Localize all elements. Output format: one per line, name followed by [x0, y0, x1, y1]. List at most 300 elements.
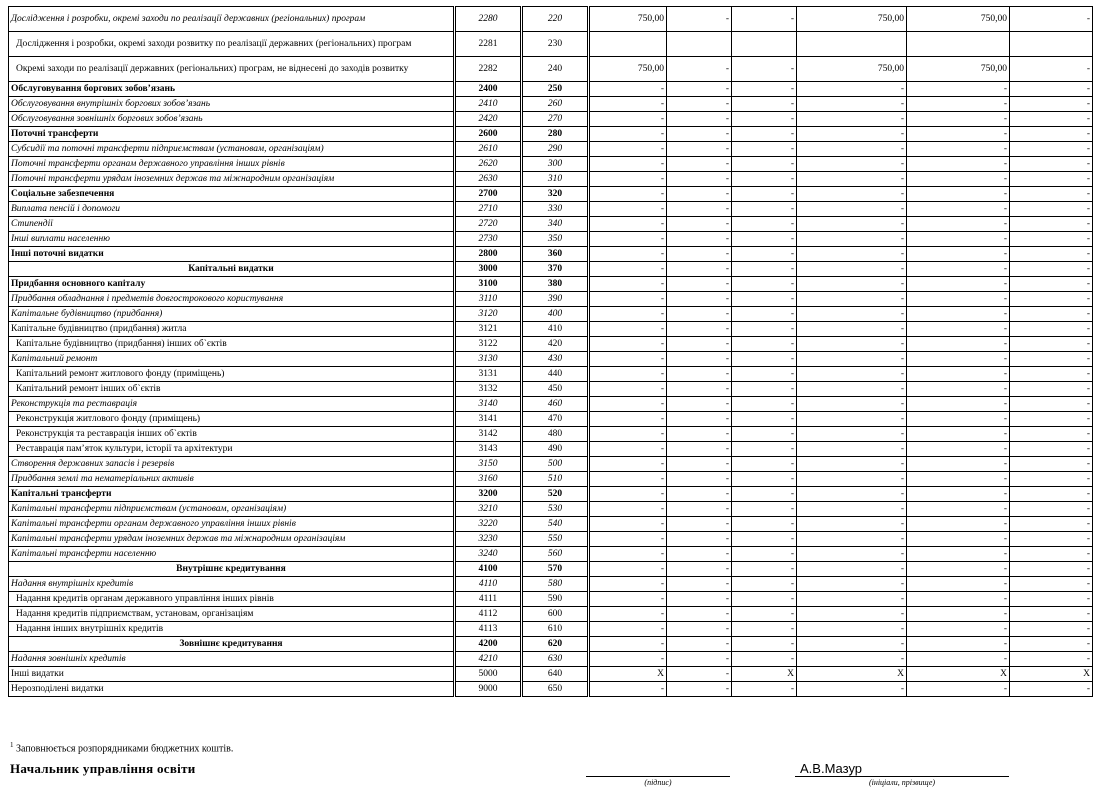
cell-value-4: - — [797, 262, 907, 277]
cell-value-3: - — [732, 322, 797, 337]
name-line — [795, 776, 1009, 777]
row-number: 540 — [522, 517, 589, 532]
row-code: 3150 — [455, 457, 522, 472]
cell-value-6: - — [1010, 247, 1093, 262]
table-row — [9, 32, 1093, 57]
cell-value-1: - — [589, 682, 667, 697]
cell-value-5: - — [907, 187, 1010, 202]
cell-value-3: X — [732, 667, 797, 682]
cell-value-4: - — [797, 562, 907, 577]
row-number: 610 — [522, 622, 589, 637]
cell-value-2: - — [667, 487, 732, 502]
cell-value-2: - — [667, 517, 732, 532]
row-label: Субсидії та поточні трансферти підприємствам (установам, організаціям) — [9, 142, 455, 157]
cell-value-5 — [907, 32, 1010, 57]
cell-value-2: - — [667, 622, 732, 637]
row-code: 4110 — [455, 577, 522, 592]
cell-value-3: - — [732, 57, 797, 82]
table-row — [9, 142, 1093, 157]
cell-value-2: - — [667, 577, 732, 592]
cell-value-2: - — [667, 97, 732, 112]
cell-value-5: - — [907, 472, 1010, 487]
cell-value-5: - — [907, 142, 1010, 157]
cell-value-4: 750,00 — [797, 7, 907, 32]
cell-value-1: - — [589, 367, 667, 382]
cell-value-6: - — [1010, 397, 1093, 412]
table-row — [9, 442, 1093, 457]
row-label: Капітальні трансферти органам державного управління інших рівнів — [9, 517, 455, 532]
cell-value-2: - — [667, 607, 732, 622]
cell-value-6: - — [1010, 262, 1093, 277]
row-number: 370 — [522, 262, 589, 277]
row-number: 560 — [522, 547, 589, 562]
cell-value-1: - — [589, 262, 667, 277]
cell-value-5: - — [907, 217, 1010, 232]
cell-value-4: - — [797, 187, 907, 202]
cell-value-4: - — [797, 472, 907, 487]
row-label: Інші виплати населенню — [9, 232, 455, 247]
cell-value-2: - — [667, 232, 732, 247]
cell-value-3: - — [732, 202, 797, 217]
cell-value-4: - — [797, 382, 907, 397]
row-code: 2610 — [455, 142, 522, 157]
cell-value-5: - — [907, 232, 1010, 247]
cell-value-4: - — [797, 142, 907, 157]
cell-value-4: - — [797, 547, 907, 562]
table-row — [9, 367, 1093, 382]
row-number: 400 — [522, 307, 589, 322]
row-number: 240 — [522, 57, 589, 82]
row-number: 600 — [522, 607, 589, 622]
cell-value-6: - — [1010, 502, 1093, 517]
row-code: 2730 — [455, 232, 522, 247]
cell-value-4: - — [797, 427, 907, 442]
row-code: 3120 — [455, 307, 522, 322]
cell-value-1: - — [589, 172, 667, 187]
table-row — [9, 57, 1093, 82]
cell-value-3: - — [732, 682, 797, 697]
row-code: 3110 — [455, 292, 522, 307]
cell-value-4: - — [797, 247, 907, 262]
cell-value-5: - — [907, 517, 1010, 532]
cell-value-2: - — [667, 172, 732, 187]
cell-value-5: - — [907, 562, 1010, 577]
cell-value-6: - — [1010, 7, 1093, 32]
row-number: 390 — [522, 292, 589, 307]
row-number: 300 — [522, 157, 589, 172]
cell-value-5: - — [907, 262, 1010, 277]
table-row — [9, 217, 1093, 232]
cell-value-2: - — [667, 592, 732, 607]
cell-value-1: - — [589, 502, 667, 517]
cell-value-6: X — [1010, 667, 1093, 682]
table-row — [9, 637, 1093, 652]
row-label: Капітальне будівництво (придбання) житла — [9, 322, 455, 337]
cell-value-3: - — [732, 487, 797, 502]
row-code: 2410 — [455, 97, 522, 112]
cell-value-6: - — [1010, 427, 1093, 442]
cell-value-3: - — [732, 7, 797, 32]
table-row — [9, 82, 1093, 97]
cell-value-1: - — [589, 562, 667, 577]
cell-value-4: - — [797, 292, 907, 307]
row-label: Надання внутрішніх кредитів — [9, 577, 455, 592]
row-number: 350 — [522, 232, 589, 247]
table-row — [9, 382, 1093, 397]
cell-value-4: - — [797, 172, 907, 187]
row-number: 290 — [522, 142, 589, 157]
cell-value-4: - — [797, 607, 907, 622]
row-number: 450 — [522, 382, 589, 397]
row-number: 550 — [522, 532, 589, 547]
cell-value-3: - — [732, 337, 797, 352]
row-code: 2700 — [455, 187, 522, 202]
cell-value-4: - — [797, 412, 907, 427]
row-code: 3160 — [455, 472, 522, 487]
cell-value-5: - — [907, 397, 1010, 412]
cell-value-6: - — [1010, 382, 1093, 397]
row-code: 3142 — [455, 427, 522, 442]
row-label: Дослідження і розробки, окремі заходи по реалізації державних (регіональних) програм — [9, 7, 455, 32]
cell-value-1: - — [589, 307, 667, 322]
table-row — [9, 457, 1093, 472]
row-number: 230 — [522, 32, 589, 57]
cell-value-4: - — [797, 652, 907, 667]
cell-value-1: - — [589, 472, 667, 487]
cell-value-6: - — [1010, 517, 1093, 532]
cell-value-1: - — [589, 427, 667, 442]
row-label: Дослідження і розробки, окремі заходи розвитку по реалізації державних (регіональних) програм — [9, 32, 455, 57]
cell-value-2: - — [667, 457, 732, 472]
cell-value-2: - — [667, 57, 732, 82]
row-label: Надання кредитів підприємствам, установам, організаціям — [9, 607, 455, 622]
row-label: Капітальні видатки — [9, 262, 455, 277]
cell-value-5: - — [907, 97, 1010, 112]
cell-value-1: - — [589, 637, 667, 652]
row-label: Капітальний ремонт — [9, 352, 455, 367]
cell-value-6: - — [1010, 562, 1093, 577]
cell-value-6: - — [1010, 337, 1093, 352]
cell-value-2: - — [667, 547, 732, 562]
row-label: Придбання основного капіталу — [9, 277, 455, 292]
cell-value-3: - — [732, 562, 797, 577]
row-label: Реконструкція та реставрація інших об`єктів — [9, 427, 455, 442]
cell-value-5: - — [907, 277, 1010, 292]
row-label: Інші видатки — [9, 667, 455, 682]
cell-value-5: - — [907, 682, 1010, 697]
cell-value-4: - — [797, 322, 907, 337]
cell-value-2: - — [667, 277, 732, 292]
table-row — [9, 262, 1093, 277]
cell-value-6: - — [1010, 412, 1093, 427]
cell-value-2: - — [667, 322, 732, 337]
row-code: 4100 — [455, 562, 522, 577]
cell-value-3: - — [732, 142, 797, 157]
row-label: Капітальний ремонт інших об`єктів — [9, 382, 455, 397]
cell-value-1: - — [589, 487, 667, 502]
cell-value-5: - — [907, 442, 1010, 457]
cell-value-2: - — [667, 532, 732, 547]
row-number: 340 — [522, 217, 589, 232]
signatory-name: А.В.Мазур — [800, 761, 863, 776]
cell-value-6: - — [1010, 187, 1093, 202]
cell-value-1: 750,00 — [589, 7, 667, 32]
cell-value-6: - — [1010, 472, 1093, 487]
cell-value-5: - — [907, 172, 1010, 187]
row-label: Придбання обладнання і предметів довгострокового користування — [9, 292, 455, 307]
table-row — [9, 232, 1093, 247]
footnote-marker: 1 — [10, 741, 14, 749]
cell-value-6: - — [1010, 172, 1093, 187]
row-label: Створення державних запасів і резервів — [9, 457, 455, 472]
cell-value-1: X — [589, 667, 667, 682]
row-code: 3141 — [455, 412, 522, 427]
cell-value-3: - — [732, 307, 797, 322]
table-row — [9, 562, 1093, 577]
cell-value-3: - — [732, 397, 797, 412]
cell-value-6: - — [1010, 217, 1093, 232]
row-code: 2620 — [455, 157, 522, 172]
cell-value-2: - — [667, 382, 732, 397]
row-code: 9000 — [455, 682, 522, 697]
table-row — [9, 532, 1093, 547]
row-label: Капітальні трансферти — [9, 487, 455, 502]
row-label: Виплата пенсій і допомоги — [9, 202, 455, 217]
cell-value-3: - — [732, 412, 797, 427]
cell-value-4: - — [797, 157, 907, 172]
expenditure-table — [8, 6, 1093, 697]
cell-value-1: - — [589, 382, 667, 397]
row-code: 2282 — [455, 57, 522, 82]
cell-value-6: - — [1010, 682, 1093, 697]
cell-value-1: - — [589, 187, 667, 202]
cell-value-1: 750,00 — [589, 57, 667, 82]
cell-value-2: - — [667, 262, 732, 277]
cell-value-1: - — [589, 547, 667, 562]
cell-value-3: - — [732, 442, 797, 457]
table-row — [9, 412, 1093, 427]
row-code: 4113 — [455, 622, 522, 637]
cell-value-6 — [1010, 32, 1093, 57]
row-label: Капітальний ремонт житлового фонду (приміщень) — [9, 367, 455, 382]
cell-value-2: - — [667, 667, 732, 682]
table-row — [9, 547, 1093, 562]
table-row — [9, 472, 1093, 487]
cell-value-3: - — [732, 532, 797, 547]
row-number: 320 — [522, 187, 589, 202]
row-number: 590 — [522, 592, 589, 607]
cell-value-6: - — [1010, 637, 1093, 652]
cell-value-6: - — [1010, 622, 1093, 637]
cell-value-3: - — [732, 157, 797, 172]
cell-value-2 — [667, 32, 732, 57]
cell-value-2: - — [667, 502, 732, 517]
cell-value-4: - — [797, 487, 907, 502]
cell-value-5: - — [907, 292, 1010, 307]
cell-value-1: - — [589, 202, 667, 217]
cell-value-5: - — [907, 202, 1010, 217]
row-label: Інші поточні видатки — [9, 247, 455, 262]
table-row — [9, 292, 1093, 307]
row-label: Внутрішнє кредитування — [9, 562, 455, 577]
table-row — [9, 202, 1093, 217]
cell-value-2: - — [667, 652, 732, 667]
cell-value-1: - — [589, 592, 667, 607]
row-code: 3132 — [455, 382, 522, 397]
row-code: 3122 — [455, 337, 522, 352]
cell-value-3: - — [732, 217, 797, 232]
row-label: Реконструкція житлового фонду (приміщень) — [9, 412, 455, 427]
cell-value-4: - — [797, 232, 907, 247]
cell-value-5: - — [907, 622, 1010, 637]
cell-value-5: - — [907, 322, 1010, 337]
signatory-title: Начальник управління освіти — [10, 761, 196, 776]
row-number: 630 — [522, 652, 589, 667]
cell-value-5: - — [907, 367, 1010, 382]
cell-value-4: - — [797, 307, 907, 322]
table-row — [9, 187, 1093, 202]
row-label: Нерозподілені видатки — [9, 682, 455, 697]
cell-value-1: - — [589, 292, 667, 307]
row-number: 530 — [522, 502, 589, 517]
cell-value-6: - — [1010, 277, 1093, 292]
cell-value-3: - — [732, 232, 797, 247]
row-number: 490 — [522, 442, 589, 457]
cell-value-1: - — [589, 247, 667, 262]
row-label: Капітальне будівництво (придбання) — [9, 307, 455, 322]
cell-value-2: - — [667, 427, 732, 442]
table-row — [9, 502, 1093, 517]
name-caption: (ініціали, прізвище) — [868, 778, 936, 787]
cell-value-5: - — [907, 637, 1010, 652]
table-row — [9, 157, 1093, 172]
cell-value-3: - — [732, 277, 797, 292]
cell-value-5: - — [907, 502, 1010, 517]
cell-value-6: - — [1010, 532, 1093, 547]
row-label: Надання кредитів органам державного управління інших рівнів — [9, 592, 455, 607]
row-number: 500 — [522, 457, 589, 472]
row-number: 480 — [522, 427, 589, 442]
row-number: 220 — [522, 7, 589, 32]
cell-value-1: - — [589, 397, 667, 412]
table-row — [9, 352, 1093, 367]
row-number: 640 — [522, 667, 589, 682]
row-number: 570 — [522, 562, 589, 577]
cell-value-3: - — [732, 367, 797, 382]
row-number: 580 — [522, 577, 589, 592]
cell-value-3: - — [732, 457, 797, 472]
cell-value-5: - — [907, 607, 1010, 622]
cell-value-1: - — [589, 112, 667, 127]
cell-value-4: - — [797, 277, 907, 292]
table-row — [9, 682, 1093, 697]
cell-value-4: - — [797, 127, 907, 142]
cell-value-3: - — [732, 547, 797, 562]
table-row — [9, 487, 1093, 502]
cell-value-6: - — [1010, 442, 1093, 457]
cell-value-6: - — [1010, 547, 1093, 562]
cell-value-4: - — [797, 352, 907, 367]
cell-value-5: - — [907, 547, 1010, 562]
row-number: 260 — [522, 97, 589, 112]
row-label: Поточні трансферти — [9, 127, 455, 142]
cell-value-5: - — [907, 457, 1010, 472]
cell-value-1: - — [589, 412, 667, 427]
cell-value-1: - — [589, 337, 667, 352]
table-row — [9, 592, 1093, 607]
cell-value-3: - — [732, 592, 797, 607]
cell-value-1: - — [589, 532, 667, 547]
cell-value-3 — [732, 32, 797, 57]
cell-value-6: - — [1010, 322, 1093, 337]
cell-value-4: - — [797, 637, 907, 652]
cell-value-2: - — [667, 337, 732, 352]
cell-value-1: - — [589, 277, 667, 292]
cell-value-2: - — [667, 82, 732, 97]
cell-value-4: - — [797, 337, 907, 352]
cell-value-4: - — [797, 682, 907, 697]
cell-value-2: - — [667, 247, 732, 262]
row-number: 360 — [522, 247, 589, 262]
cell-value-3: - — [732, 112, 797, 127]
cell-value-4: - — [797, 532, 907, 547]
cell-value-1: - — [589, 142, 667, 157]
row-code: 3121 — [455, 322, 522, 337]
cell-value-4: - — [797, 112, 907, 127]
row-label: Стипендії — [9, 217, 455, 232]
cell-value-1: - — [589, 652, 667, 667]
cell-value-4: - — [797, 517, 907, 532]
cell-value-6: - — [1010, 307, 1093, 322]
row-number: 460 — [522, 397, 589, 412]
row-code: 3210 — [455, 502, 522, 517]
row-code: 3220 — [455, 517, 522, 532]
cell-value-4: - — [797, 502, 907, 517]
table-row — [9, 427, 1093, 442]
cell-value-6: - — [1010, 487, 1093, 502]
cell-value-5: - — [907, 427, 1010, 442]
cell-value-1: - — [589, 217, 667, 232]
cell-value-5: - — [907, 592, 1010, 607]
cell-value-1: - — [589, 322, 667, 337]
cell-value-1: - — [589, 127, 667, 142]
row-number: 250 — [522, 82, 589, 97]
row-label: Надання зовнішніх кредитів — [9, 652, 455, 667]
row-number: 620 — [522, 637, 589, 652]
row-code: 4200 — [455, 637, 522, 652]
cell-value-6: - — [1010, 352, 1093, 367]
table-row — [9, 652, 1093, 667]
row-label: Придбання землі та нематеріальних активів — [9, 472, 455, 487]
cell-value-3: - — [732, 577, 797, 592]
cell-value-4: - — [797, 592, 907, 607]
cell-value-2: - — [667, 7, 732, 32]
row-label: Поточні трансферти урядам іноземних держав та міжнародним організаціям — [9, 172, 455, 187]
cell-value-5: X — [907, 667, 1010, 682]
cell-value-5: - — [907, 157, 1010, 172]
row-code: 3100 — [455, 277, 522, 292]
cell-value-4: - — [797, 577, 907, 592]
row-code: 3143 — [455, 442, 522, 457]
cell-value-4: - — [797, 202, 907, 217]
cell-value-5: - — [907, 307, 1010, 322]
cell-value-1: - — [589, 607, 667, 622]
row-code: 2400 — [455, 82, 522, 97]
cell-value-2: - — [667, 442, 732, 457]
cell-value-1: - — [589, 97, 667, 112]
row-code: 4210 — [455, 652, 522, 667]
row-label: Капітальні трансферти населенню — [9, 547, 455, 562]
